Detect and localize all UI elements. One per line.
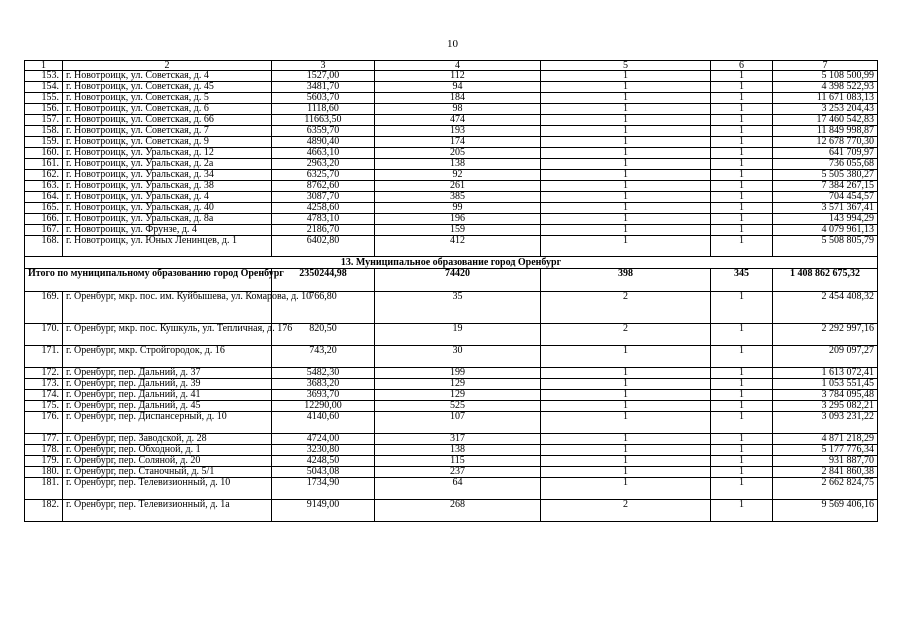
cost-cell: 7 384 267,15 [773, 181, 878, 192]
cost-cell: 3 571 367,41 [773, 203, 878, 214]
object-count-cell: 1 [711, 115, 773, 126]
table-row [25, 170, 878, 181]
header-cell: 5 [541, 61, 711, 71]
row-number-cell: 157. [25, 115, 63, 126]
table-row [25, 467, 878, 478]
object-count-cell: 1 [711, 192, 773, 203]
cost-cell: 736 055,68 [773, 159, 878, 170]
row-number-cell: 180. [25, 467, 63, 478]
cost-cell: 11 671 083,13 [773, 93, 878, 104]
total-area-cell: 5482,30 [272, 368, 375, 379]
work-count-cell: 1 [541, 467, 711, 478]
table-row [25, 324, 878, 346]
address-cell: г. Оренбург, пер. Дальний, д. 45 [63, 401, 272, 412]
row-number-cell: 181. [25, 478, 63, 500]
table-row [25, 181, 878, 192]
work-count-cell: 1 [541, 390, 711, 401]
header-cell: 3 [272, 61, 375, 71]
residents-cell: 199 [375, 368, 541, 379]
total-area-cell: 6359,70 [272, 126, 375, 137]
work-count-cell: 1 [541, 379, 711, 390]
residents-cell: 35 [375, 292, 541, 324]
cost-cell: 1 053 551,45 [773, 379, 878, 390]
address-cell: г. Оренбург, пер. Обходной, д. 1 [63, 445, 272, 456]
object-count-cell: 1 [711, 225, 773, 236]
row-number-cell: 165. [25, 203, 63, 214]
header-cell: 1 [25, 61, 63, 71]
page-number: 10 [447, 38, 458, 50]
address-cell: г. Новотроицк, ул. Уральская, д. 40 [63, 203, 272, 214]
cost-cell: 5 177 776,34 [773, 445, 878, 456]
table-row [25, 71, 878, 82]
object-count-cell: 1 [711, 148, 773, 159]
residents-cell: 196 [375, 214, 541, 225]
total-area-cell: 3693,70 [272, 390, 375, 401]
cost-cell: 209 097,27 [773, 346, 878, 368]
object-count-cell: 1 [711, 368, 773, 379]
work-count-cell: 1 [541, 115, 711, 126]
table-row [25, 346, 878, 368]
address-cell: г. Новотроицк, ул. Советская, д. 5 [63, 93, 272, 104]
residents-cell: 138 [375, 445, 541, 456]
work-count-cell: 1 [541, 82, 711, 93]
total-area: 2350244,98 [272, 269, 375, 292]
object-count-cell: 1 [711, 379, 773, 390]
cost-cell: 1 613 072,41 [773, 368, 878, 379]
work-count-cell: 2 [541, 500, 711, 522]
residents-cell: 138 [375, 159, 541, 170]
total-area-cell: 3683,20 [272, 379, 375, 390]
object-count-cell: 1 [711, 467, 773, 478]
residents-cell: 64 [375, 478, 541, 500]
header-cell: 4 [375, 61, 541, 71]
residents-cell: 94 [375, 82, 541, 93]
object-count-cell: 1 [711, 137, 773, 148]
cost-cell: 3 253 204,43 [773, 104, 878, 115]
total-area-cell: 6402,80 [272, 236, 375, 257]
address-cell: г. Оренбург, пер. Дальний, д. 41 [63, 390, 272, 401]
address-cell: г. Новотроицк, ул. Юных Ленинцев, д. 1 [63, 236, 272, 257]
work-count-cell: 1 [541, 236, 711, 257]
row-number-cell: 158. [25, 126, 63, 137]
row-number-cell: 164. [25, 192, 63, 203]
object-count-cell: 1 [711, 170, 773, 181]
object-count-cell: 1 [711, 500, 773, 522]
table-row [25, 368, 878, 379]
address-cell: г. Новотроицк, ул. Уральская, д. 38 [63, 181, 272, 192]
row-number-cell: 160. [25, 148, 63, 159]
row-number-cell: 155. [25, 93, 63, 104]
address-cell: г. Оренбург, пер. Телевизионный, д. 10 [63, 478, 272, 500]
table-row [25, 478, 878, 500]
header-cell: 2 [63, 61, 272, 71]
cost-cell: 9 569 406,16 [773, 500, 878, 522]
cost-cell: 2 841 860,38 [773, 467, 878, 478]
table-row [25, 500, 878, 522]
row-number-cell: 161. [25, 159, 63, 170]
cost-cell: 4 079 961,13 [773, 225, 878, 236]
total-area-cell: 743,20 [272, 346, 375, 368]
object-count-cell: 1 [711, 390, 773, 401]
table-row [25, 401, 878, 412]
cost-cell: 2 662 824,75 [773, 478, 878, 500]
address-cell: г. Оренбург, мкр. Стройгородок, д. 16 [63, 346, 272, 368]
total-objects: 345 [711, 269, 773, 292]
residents-cell: 412 [375, 236, 541, 257]
address-cell: г. Оренбург, пер. Соляной, д. 20 [63, 456, 272, 467]
residents-cell: 112 [375, 71, 541, 82]
object-count-cell: 1 [711, 445, 773, 456]
row-number-cell: 170. [25, 324, 63, 346]
object-count-cell: 1 [711, 104, 773, 115]
total-area-cell: 3230,80 [272, 445, 375, 456]
residents-cell: 237 [375, 467, 541, 478]
cost-cell: 704 454,57 [773, 192, 878, 203]
address-cell: г. Новотроицк, ул. Советская, д. 6 [63, 104, 272, 115]
address-cell: г. Оренбург, пер. Диспансерный, д. 10 [63, 412, 272, 434]
residents-cell: 115 [375, 456, 541, 467]
total-works: 398 [541, 269, 711, 292]
work-count-cell: 1 [541, 137, 711, 148]
total-area-cell: 4248,50 [272, 456, 375, 467]
address-cell: г. Новотроицк, ул. Советская, д. 66 [63, 115, 272, 126]
cost-cell: 143 994,29 [773, 214, 878, 225]
total-area-cell: 766,80 [272, 292, 375, 324]
total-area-cell: 1734,90 [272, 478, 375, 500]
table-row [25, 434, 878, 445]
row-number-cell: 156. [25, 104, 63, 115]
work-count-cell: 1 [541, 93, 711, 104]
total-area-cell: 4890,40 [272, 137, 375, 148]
cost-cell: 4 871 218,29 [773, 434, 878, 445]
address-cell: г. Оренбург, пер. Дальний, д. 39 [63, 379, 272, 390]
work-count-cell: 2 [541, 292, 711, 324]
total-residents: 74420 [375, 269, 541, 292]
address-cell: г. Оренбург, пер. Станочный, д. 5/1 [63, 467, 272, 478]
address-cell: г. Оренбург, мкр. пос. им. Куйбышева, ул. Комарова, д. 10 [63, 292, 272, 324]
object-count-cell: 1 [711, 214, 773, 225]
object-count-cell: 1 [711, 93, 773, 104]
row-number-cell: 173. [25, 379, 63, 390]
row-number-cell: 163. [25, 181, 63, 192]
work-count-cell: 1 [541, 346, 711, 368]
residents-cell: 205 [375, 148, 541, 159]
cost-cell: 5 108 500,99 [773, 71, 878, 82]
object-count-cell: 1 [711, 71, 773, 82]
column-number-header [25, 61, 878, 71]
residents-cell: 385 [375, 192, 541, 203]
address-cell: г. Новотроицк, ул. Уральская, д. 4 [63, 192, 272, 203]
table-row [25, 93, 878, 104]
work-count-cell: 1 [541, 104, 711, 115]
address-cell: г. Новотроицк, ул. Советская, д. 4 [63, 71, 272, 82]
total-area-cell: 1527,00 [272, 71, 375, 82]
row-number-cell: 182. [25, 500, 63, 522]
total-area-cell: 3481,70 [272, 82, 375, 93]
row-number-cell: 176. [25, 412, 63, 434]
housing-register-table [24, 60, 878, 522]
residents-cell: 474 [375, 115, 541, 126]
cost-cell: 17 460 542,83 [773, 115, 878, 126]
table-row [25, 379, 878, 390]
address-cell: г. Новотроицк, ул. Уральская, д. 2а [63, 159, 272, 170]
table-row [25, 456, 878, 467]
cost-cell: 11 849 998,87 [773, 126, 878, 137]
residents-cell: 98 [375, 104, 541, 115]
work-count-cell: 2 [541, 324, 711, 346]
residents-cell: 525 [375, 401, 541, 412]
cost-cell: 3 784 095,48 [773, 390, 878, 401]
row-number-cell: 159. [25, 137, 63, 148]
table-row [25, 236, 878, 257]
cost-cell: 641 709,97 [773, 148, 878, 159]
row-number-cell: 179. [25, 456, 63, 467]
table-row [25, 214, 878, 225]
row-number-cell: 169. [25, 292, 63, 324]
total-area-cell: 4140,60 [272, 412, 375, 434]
object-count-cell: 1 [711, 236, 773, 257]
cost-cell: 5 505 380,27 [773, 170, 878, 181]
total-area-cell: 3087,70 [272, 192, 375, 203]
address-cell: г. Новотроицк, ул. Советская, д. 7 [63, 126, 272, 137]
object-count-cell: 1 [711, 126, 773, 137]
section-title: 13. Муниципальное образование город Оренбург [25, 257, 878, 269]
address-cell: г. Новотроицк, ул. Уральская, д. 34 [63, 170, 272, 181]
row-number-cell: 166. [25, 214, 63, 225]
object-count-cell: 1 [711, 456, 773, 467]
row-number-cell: 171. [25, 346, 63, 368]
total-area-cell: 820,50 [272, 324, 375, 346]
table-row [25, 82, 878, 93]
row-number-cell: 167. [25, 225, 63, 236]
total-area-cell: 4258,60 [272, 203, 375, 214]
table-row [25, 104, 878, 115]
total-row [25, 269, 878, 292]
address-cell: г. Новотроицк, ул. Фрунзе, д. 4 [63, 225, 272, 236]
total-area-cell: 8762,60 [272, 181, 375, 192]
table-row [25, 159, 878, 170]
row-number-cell: 154. [25, 82, 63, 93]
residents-cell: 261 [375, 181, 541, 192]
residents-cell: 99 [375, 203, 541, 214]
total-area-cell: 5603,70 [272, 93, 375, 104]
row-number-cell: 178. [25, 445, 63, 456]
work-count-cell: 1 [541, 434, 711, 445]
object-count-cell: 1 [711, 82, 773, 93]
address-cell: г. Оренбург, мкр. пос. Кушкуль, ул. Тепличная, д. 176 [63, 324, 272, 346]
residents-cell: 317 [375, 434, 541, 445]
table-row [25, 192, 878, 203]
cost-cell: 12 678 770,30 [773, 137, 878, 148]
object-count-cell: 1 [711, 159, 773, 170]
object-count-cell: 1 [711, 203, 773, 214]
work-count-cell: 1 [541, 214, 711, 225]
residents-cell: 129 [375, 390, 541, 401]
work-count-cell: 1 [541, 71, 711, 82]
work-count-cell: 1 [541, 159, 711, 170]
object-count-cell: 1 [711, 292, 773, 324]
total-area-cell: 4724,00 [272, 434, 375, 445]
work-count-cell: 1 [541, 478, 711, 500]
cost-cell: 5 508 805,79 [773, 236, 878, 257]
total-area-cell: 4663,10 [272, 148, 375, 159]
total-area-cell: 9149,00 [272, 500, 375, 522]
total-area-cell: 4783,10 [272, 214, 375, 225]
object-count-cell: 1 [711, 181, 773, 192]
total-cost: 1 408 862 675,32 [773, 269, 878, 292]
cost-cell: 2 454 408,32 [773, 292, 878, 324]
work-count-cell: 1 [541, 456, 711, 467]
cost-cell: 3 295 082,21 [773, 401, 878, 412]
address-cell: г. Новотроицк, ул. Советская, д. 45 [63, 82, 272, 93]
row-number-cell: 172. [25, 368, 63, 379]
object-count-cell: 1 [711, 478, 773, 500]
residents-cell: 174 [375, 137, 541, 148]
object-count-cell: 1 [711, 324, 773, 346]
total-area-cell: 12290,00 [272, 401, 375, 412]
work-count-cell: 1 [541, 225, 711, 236]
cost-cell: 931 887,70 [773, 456, 878, 467]
total-label: Итого по муниципальному образованию город Оренбург [25, 269, 272, 292]
address-cell: г. Новотроицк, ул. Советская, д. 9 [63, 137, 272, 148]
address-cell: г. Новотроицк, ул. Уральская, д. 12 [63, 148, 272, 159]
table-row [25, 203, 878, 214]
object-count-cell: 1 [711, 412, 773, 434]
cost-cell: 3 093 231,22 [773, 412, 878, 434]
header-cell: 7 [773, 61, 878, 71]
residents-cell: 92 [375, 170, 541, 181]
total-area-cell: 1118,60 [272, 104, 375, 115]
total-area-cell: 2963,20 [272, 159, 375, 170]
work-count-cell: 1 [541, 192, 711, 203]
residents-cell: 159 [375, 225, 541, 236]
table-row [25, 390, 878, 401]
table-row [25, 137, 878, 148]
table-row [25, 445, 878, 456]
table-row [25, 115, 878, 126]
total-area-cell: 11663,50 [272, 115, 375, 126]
header-cell: 6 [711, 61, 773, 71]
address-cell: г. Оренбург, пер. Заводской, д. 28 [63, 434, 272, 445]
total-area-cell: 2186,70 [272, 225, 375, 236]
work-count-cell: 1 [541, 203, 711, 214]
address-cell: г. Новотроицк, ул. Уральская, д. 8а [63, 214, 272, 225]
cost-cell: 4 398 522,93 [773, 82, 878, 93]
address-cell: г. Оренбург, пер. Дальний, д. 37 [63, 368, 272, 379]
table-row [25, 126, 878, 137]
work-count-cell: 1 [541, 445, 711, 456]
work-count-cell: 1 [541, 181, 711, 192]
total-area-cell: 6325,70 [272, 170, 375, 181]
residents-cell: 129 [375, 379, 541, 390]
residents-cell: 193 [375, 126, 541, 137]
row-number-cell: 177. [25, 434, 63, 445]
cost-cell: 2 292 997,16 [773, 324, 878, 346]
object-count-cell: 1 [711, 346, 773, 368]
residents-cell: 268 [375, 500, 541, 522]
residents-cell: 30 [375, 346, 541, 368]
table-row [25, 148, 878, 159]
row-number-cell: 175. [25, 401, 63, 412]
row-number-cell: 162. [25, 170, 63, 181]
section-row [25, 257, 878, 269]
table-row [25, 412, 878, 434]
row-number-cell: 153. [25, 71, 63, 82]
table-row [25, 292, 878, 324]
residents-cell: 184 [375, 93, 541, 104]
total-area-cell: 5043,08 [272, 467, 375, 478]
table-row [25, 225, 878, 236]
residents-cell: 107 [375, 412, 541, 434]
object-count-cell: 1 [711, 434, 773, 445]
row-number-cell: 174. [25, 390, 63, 401]
address-cell: г. Оренбург, пер. Телевизионный, д. 1а [63, 500, 272, 522]
work-count-cell: 1 [541, 401, 711, 412]
object-count-cell: 1 [711, 401, 773, 412]
work-count-cell: 1 [541, 368, 711, 379]
work-count-cell: 1 [541, 412, 711, 434]
work-count-cell: 1 [541, 170, 711, 181]
residents-cell: 19 [375, 324, 541, 346]
work-count-cell: 1 [541, 148, 711, 159]
row-number-cell: 168. [25, 236, 63, 257]
work-count-cell: 1 [541, 126, 711, 137]
